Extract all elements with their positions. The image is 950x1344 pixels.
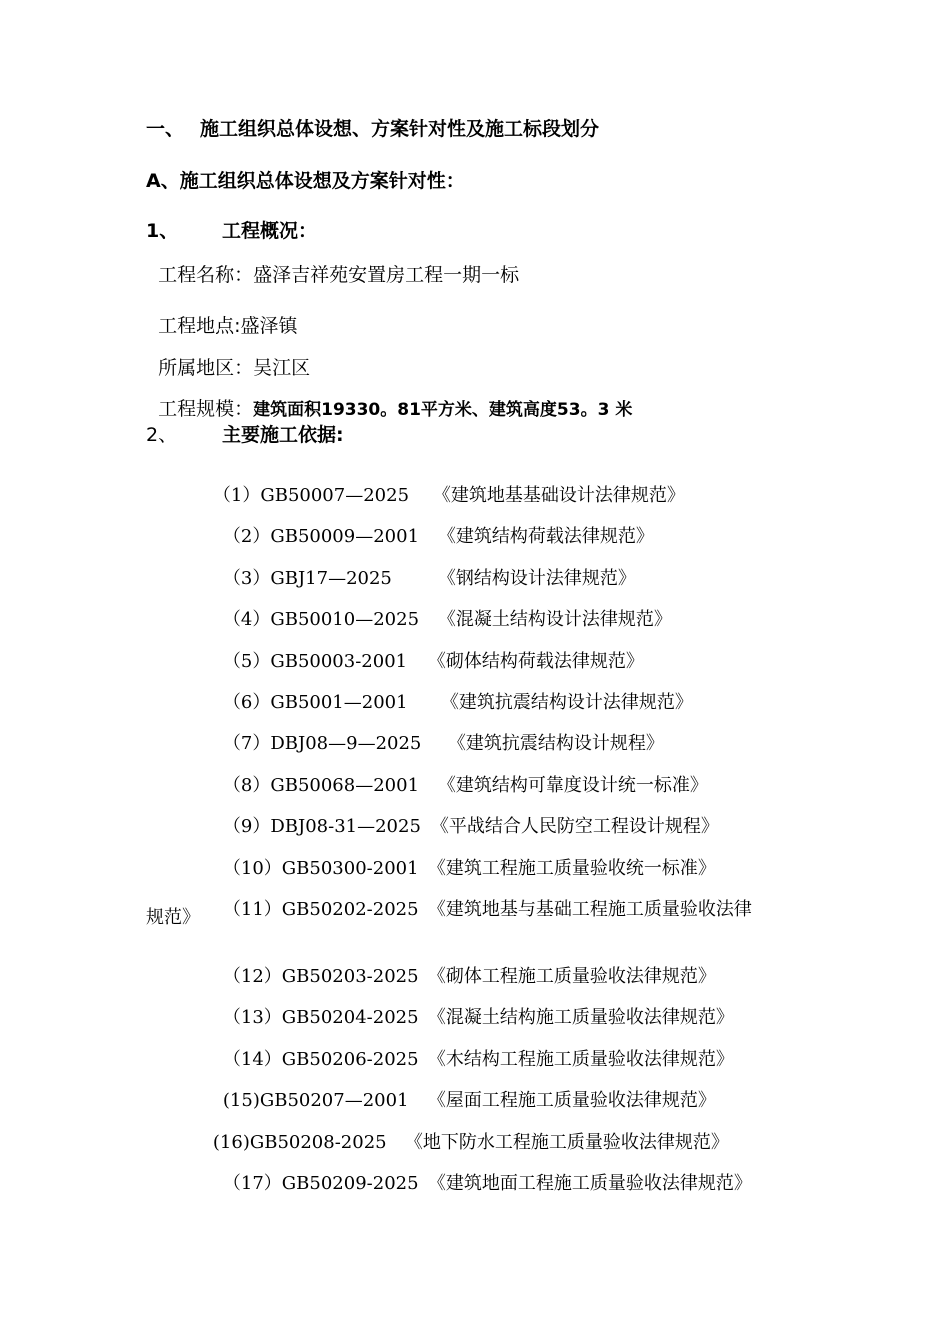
section-1-title: 工程概况： [222, 220, 318, 242]
reference-code: （11）GB50202-2025 [222, 899, 419, 920]
reference-code: (16)GB50208-2025 [212, 1132, 387, 1153]
reference-code: （4）GB50010—2025 [222, 609, 420, 630]
reference-title: 《混凝土结构施工质量验收法律规范》 [427, 1007, 734, 1028]
section-2-title: 主要施工依据: [222, 424, 344, 446]
reference-title: 《建筑结构可靠度设计统一标准》 [437, 775, 708, 796]
reference-code: （9）DBJ08-31—2025 [222, 816, 421, 837]
reference-title: 《建筑结构荷载法律规范》 [437, 526, 654, 547]
reference-title: 《建筑地基与基础工程施工质量验收法律 [427, 899, 752, 920]
reference-title: 《建筑工程施工质量验收统一标准》 [427, 858, 716, 879]
reference-code: （2）GB50009—2001 [222, 526, 420, 547]
project-name-line [146, 247, 519, 285]
reference-code: （14）GB50206-2025 [222, 1049, 419, 1070]
section-2-number: 2、 [146, 424, 178, 446]
reference-title: 《地下防水工程施工质量验收法律规范》 [404, 1132, 729, 1153]
reference-code: (15)GB50207—2001 [222, 1090, 409, 1111]
heading-1-text: 施工组织总体设想、方案针对性及施工标段划分 [200, 118, 600, 140]
reference-title: 《屋面工程施工质量验收法律规范》 [427, 1090, 716, 1111]
project-region-line [146, 340, 310, 378]
reference-code: （10）GB50300-2001 [222, 858, 419, 879]
project-site-value: 盛泽镇 [240, 315, 298, 337]
heading-1-number: 一、 [146, 118, 185, 140]
project-site-line [146, 298, 298, 336]
reference-code: （8）GB50068—2001 [222, 775, 420, 796]
project-region-label: 所属地区： [158, 357, 254, 379]
project-scale-line [146, 381, 632, 419]
reference-code: （12）GB50203-2025 [222, 966, 419, 987]
reference-title-continuation: 规范》 [146, 907, 200, 928]
reference-title: 《混凝土结构设计法律规范》 [437, 609, 672, 630]
reference-code: （5）GB50003-2001 [222, 651, 408, 672]
reference-item [200, 1157, 752, 1211]
project-name-label: 工程名称： [158, 264, 254, 286]
project-site-label: 工程地点: [158, 315, 241, 337]
reference-code: （7）DBJ08—9—2025 [222, 733, 422, 754]
reference-title: 《木结构工程施工质量验收法律规范》 [427, 1049, 734, 1070]
project-scale-value: 建筑面积19330。81平方米、建筑高度53。3 米 [253, 400, 633, 420]
reference-item [200, 883, 752, 937]
reference-code: （3）GBJ17—2025 [222, 568, 392, 589]
reference-title: 《建筑地基基础设计法律规范》 [432, 485, 685, 506]
reference-title: 《建筑抗震结构设计规程》 [447, 733, 664, 754]
heading-2: A、施工组织总体设想及方案针对性： [146, 170, 465, 192]
reference-title: 《平战结合人民防空工程设计规程》 [430, 816, 719, 837]
reference-title: 《钢结构设计法律规范》 [437, 568, 636, 589]
project-name-value: 盛泽吉祥苑安置房工程一期一标 [253, 264, 520, 286]
reference-title: 《砌体结构荷载法律规范》 [427, 651, 644, 672]
reference-title: 《砌体工程施工质量验收法律规范》 [427, 966, 716, 987]
reference-code: （17）GB50209-2025 [222, 1173, 419, 1194]
project-scale-label: 工程规模： [158, 398, 254, 420]
reference-code: （6）GB5001—2001 [222, 692, 408, 713]
reference-title: 《建筑抗震结构设计法律规范》 [440, 692, 693, 713]
reference-title: 《建筑地面工程施工质量验收法律规范》 [427, 1173, 752, 1194]
reference-code: （13）GB50204-2025 [222, 1007, 419, 1028]
reference-code: （1）GB50007—2025 [212, 485, 410, 506]
section-1-number: 1、 [146, 220, 179, 242]
project-region-value: 吴江区 [253, 357, 311, 379]
